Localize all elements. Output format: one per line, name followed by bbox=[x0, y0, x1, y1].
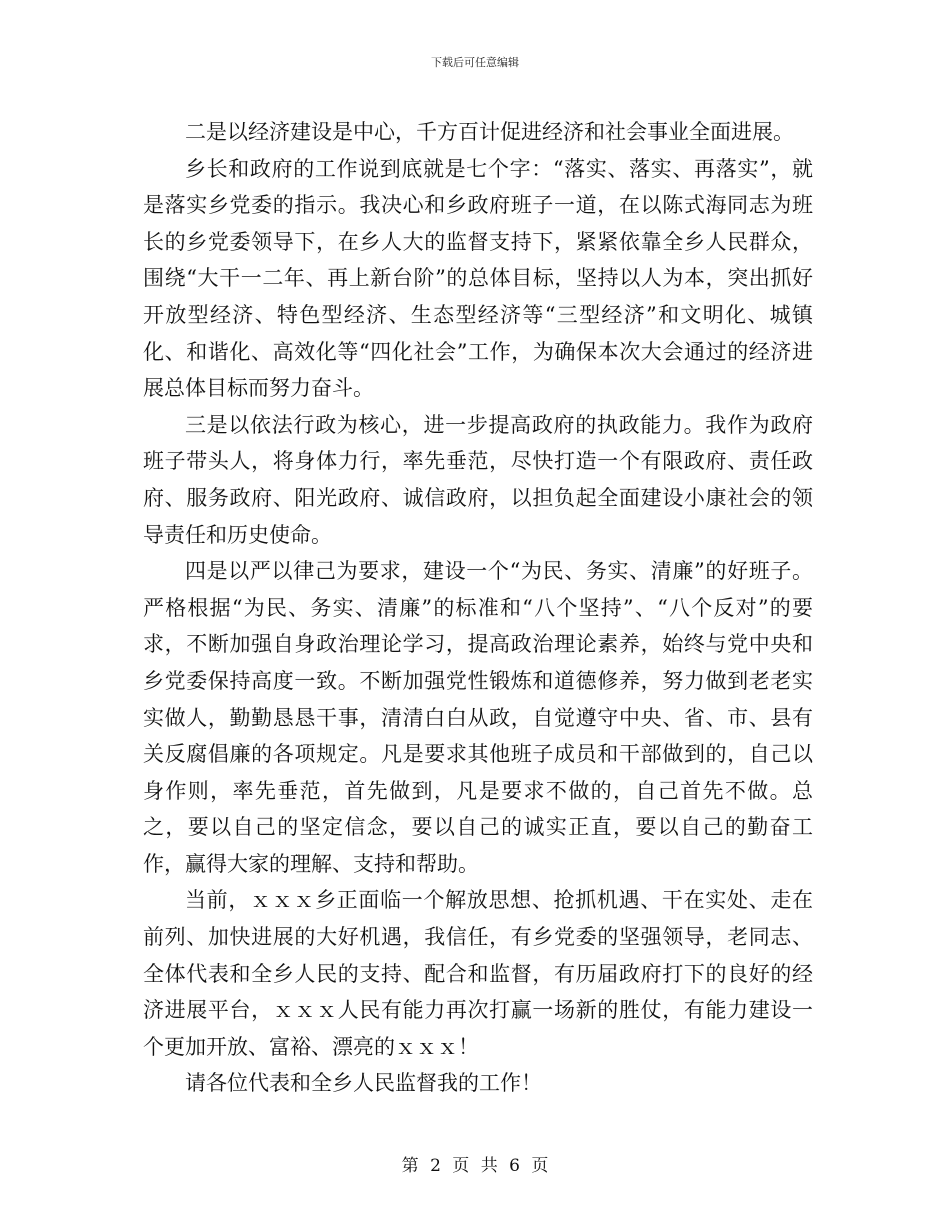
paragraph: 四是以严以律己为要求，建设一个“为民、务实、清廉”的好班子。严格根据“为民、务实、清廉”的标准和“八个坚持”、“八个反对”的要求，不断加强自身政治理论学习，提高政治理论素养，始终与党中央和乡党委保持高度一致。不断加强党性锻炼和道德修养，努力做到老老实实做人，勤勤恳恳干事，清清白白从政，自觉遵守中央、省、市、县有关反腐倡廉的各项规定。凡是要求其他班子成员和干部做到的，自己以身作则，率先垂范，首先做到，凡是要求不做的，自己首先不做。总之，要以自己的坚定信念，要以自己的诚实正直，要以自己的勤奋工作，赢得大家的理解、支持和帮助。 bbox=[143, 559, 813, 876]
page-header-note: 下载后可任意编辑 bbox=[431, 56, 519, 69]
paragraph: 当前，ｘｘｘ乡正面临一个解放思想、抢抓机遇、干在实处、走在前列、加快进展的大好机遇，我信任，有乡党委的坚强领导，老同志、全体代表和全乡人民的支持、配合和监督，有历届政府打下的良好的经济进展平台，ｘｘｘ人民有能力再次打赢一场新的胜仗，有能力建设一个更加开放、富裕、漂亮的ｘｘｘ！ bbox=[143, 888, 813, 1059]
paragraph: 乡长和政府的工作说到底就是七个字：“落实、落实、再落实”，就是落实乡党委的指示。我决心和乡政府班子一道，在以陈式海同志为班长的乡党委领导下，在乡人大的监督支持下，紧紧依靠全乡人民群众，围绕“大干一二年、再上新台阶”的总体目标，坚持以人为本，突出抓好开放型经济、特色型经济、生态型经济等“三型经济”和文明化、城镇化、和谐化、高效化等“四化社会”工作，为确保本次大会通过的经济进展总体目标而努力奋斗。 bbox=[143, 156, 813, 401]
paragraph: 请各位代表和全乡人民监督我的工作！ bbox=[185, 1071, 542, 1096]
page-number-footer: 第 2 页 共 6 页 bbox=[401, 1156, 549, 1176]
paragraph: 二是以经济建设是中心，千方百计促进经济和社会事业全面进展。 bbox=[185, 120, 794, 144]
document-body bbox=[143, 114, 813, 1102]
paragraph: 三是以依法行政为核心，进一步提高政府的执政能力。我作为政府班子带头人，将身体力行，率先垂范，尽快打造一个有限政府、责任政府、服务政府、阳光政府、诚信政府，以担负起全面建设小康社会的领导责任和历史使命。 bbox=[143, 412, 813, 547]
